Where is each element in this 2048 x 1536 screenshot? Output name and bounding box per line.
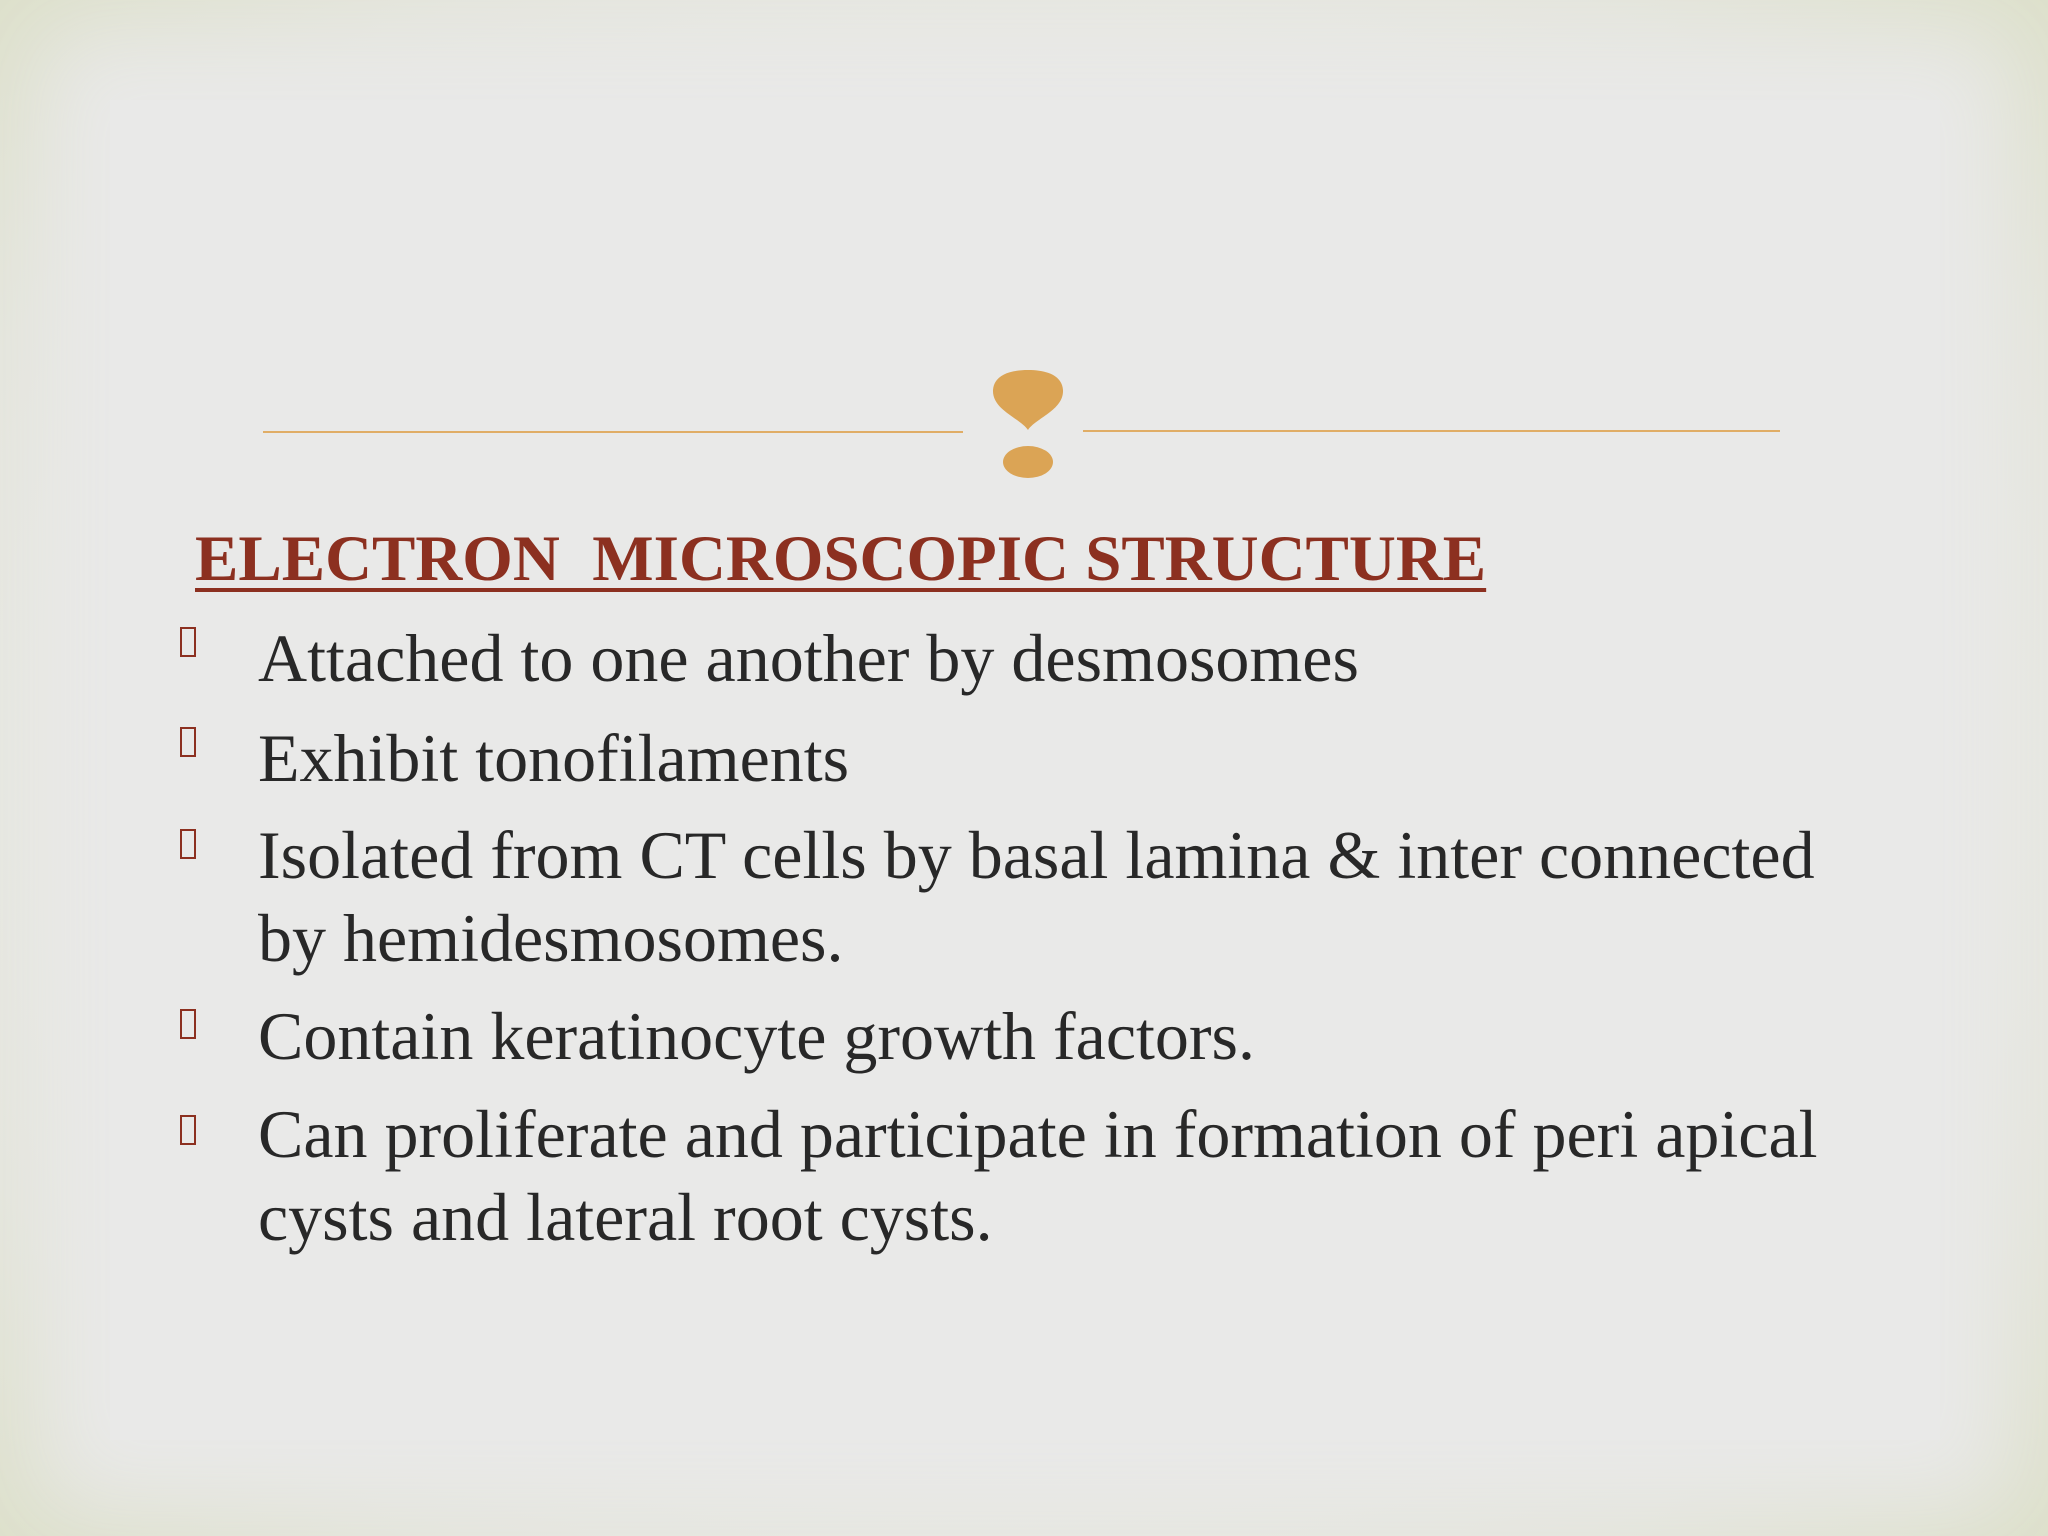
square-bullet-icon [180, 727, 196, 757]
divider-line-right [1083, 430, 1780, 432]
teardrop-ornament-icon [990, 366, 1066, 482]
bullet-text: Can proliferate and participate in formation of peri apical cysts and lateral root cysts. [258, 1096, 1818, 1255]
bullet-text: Attached to one another by desmosomes [258, 620, 1359, 696]
square-bullet-icon [180, 829, 196, 859]
bullet-text: Isolated from CT cells by basal lamina & inter connected by hemidesmosomes. [258, 817, 1815, 976]
slide-title: ELECTRON MICROSCOPIC STRUCTURE [195, 523, 1487, 595]
square-bullet-icon [180, 627, 196, 657]
divider-line-left [263, 431, 963, 433]
square-bullet-icon [180, 1115, 196, 1145]
bullet-text: Contain keratinocyte growth factors. [258, 998, 1256, 1074]
square-bullet-icon [180, 1009, 196, 1039]
bullet-text: Exhibit tonofilaments [258, 720, 850, 796]
